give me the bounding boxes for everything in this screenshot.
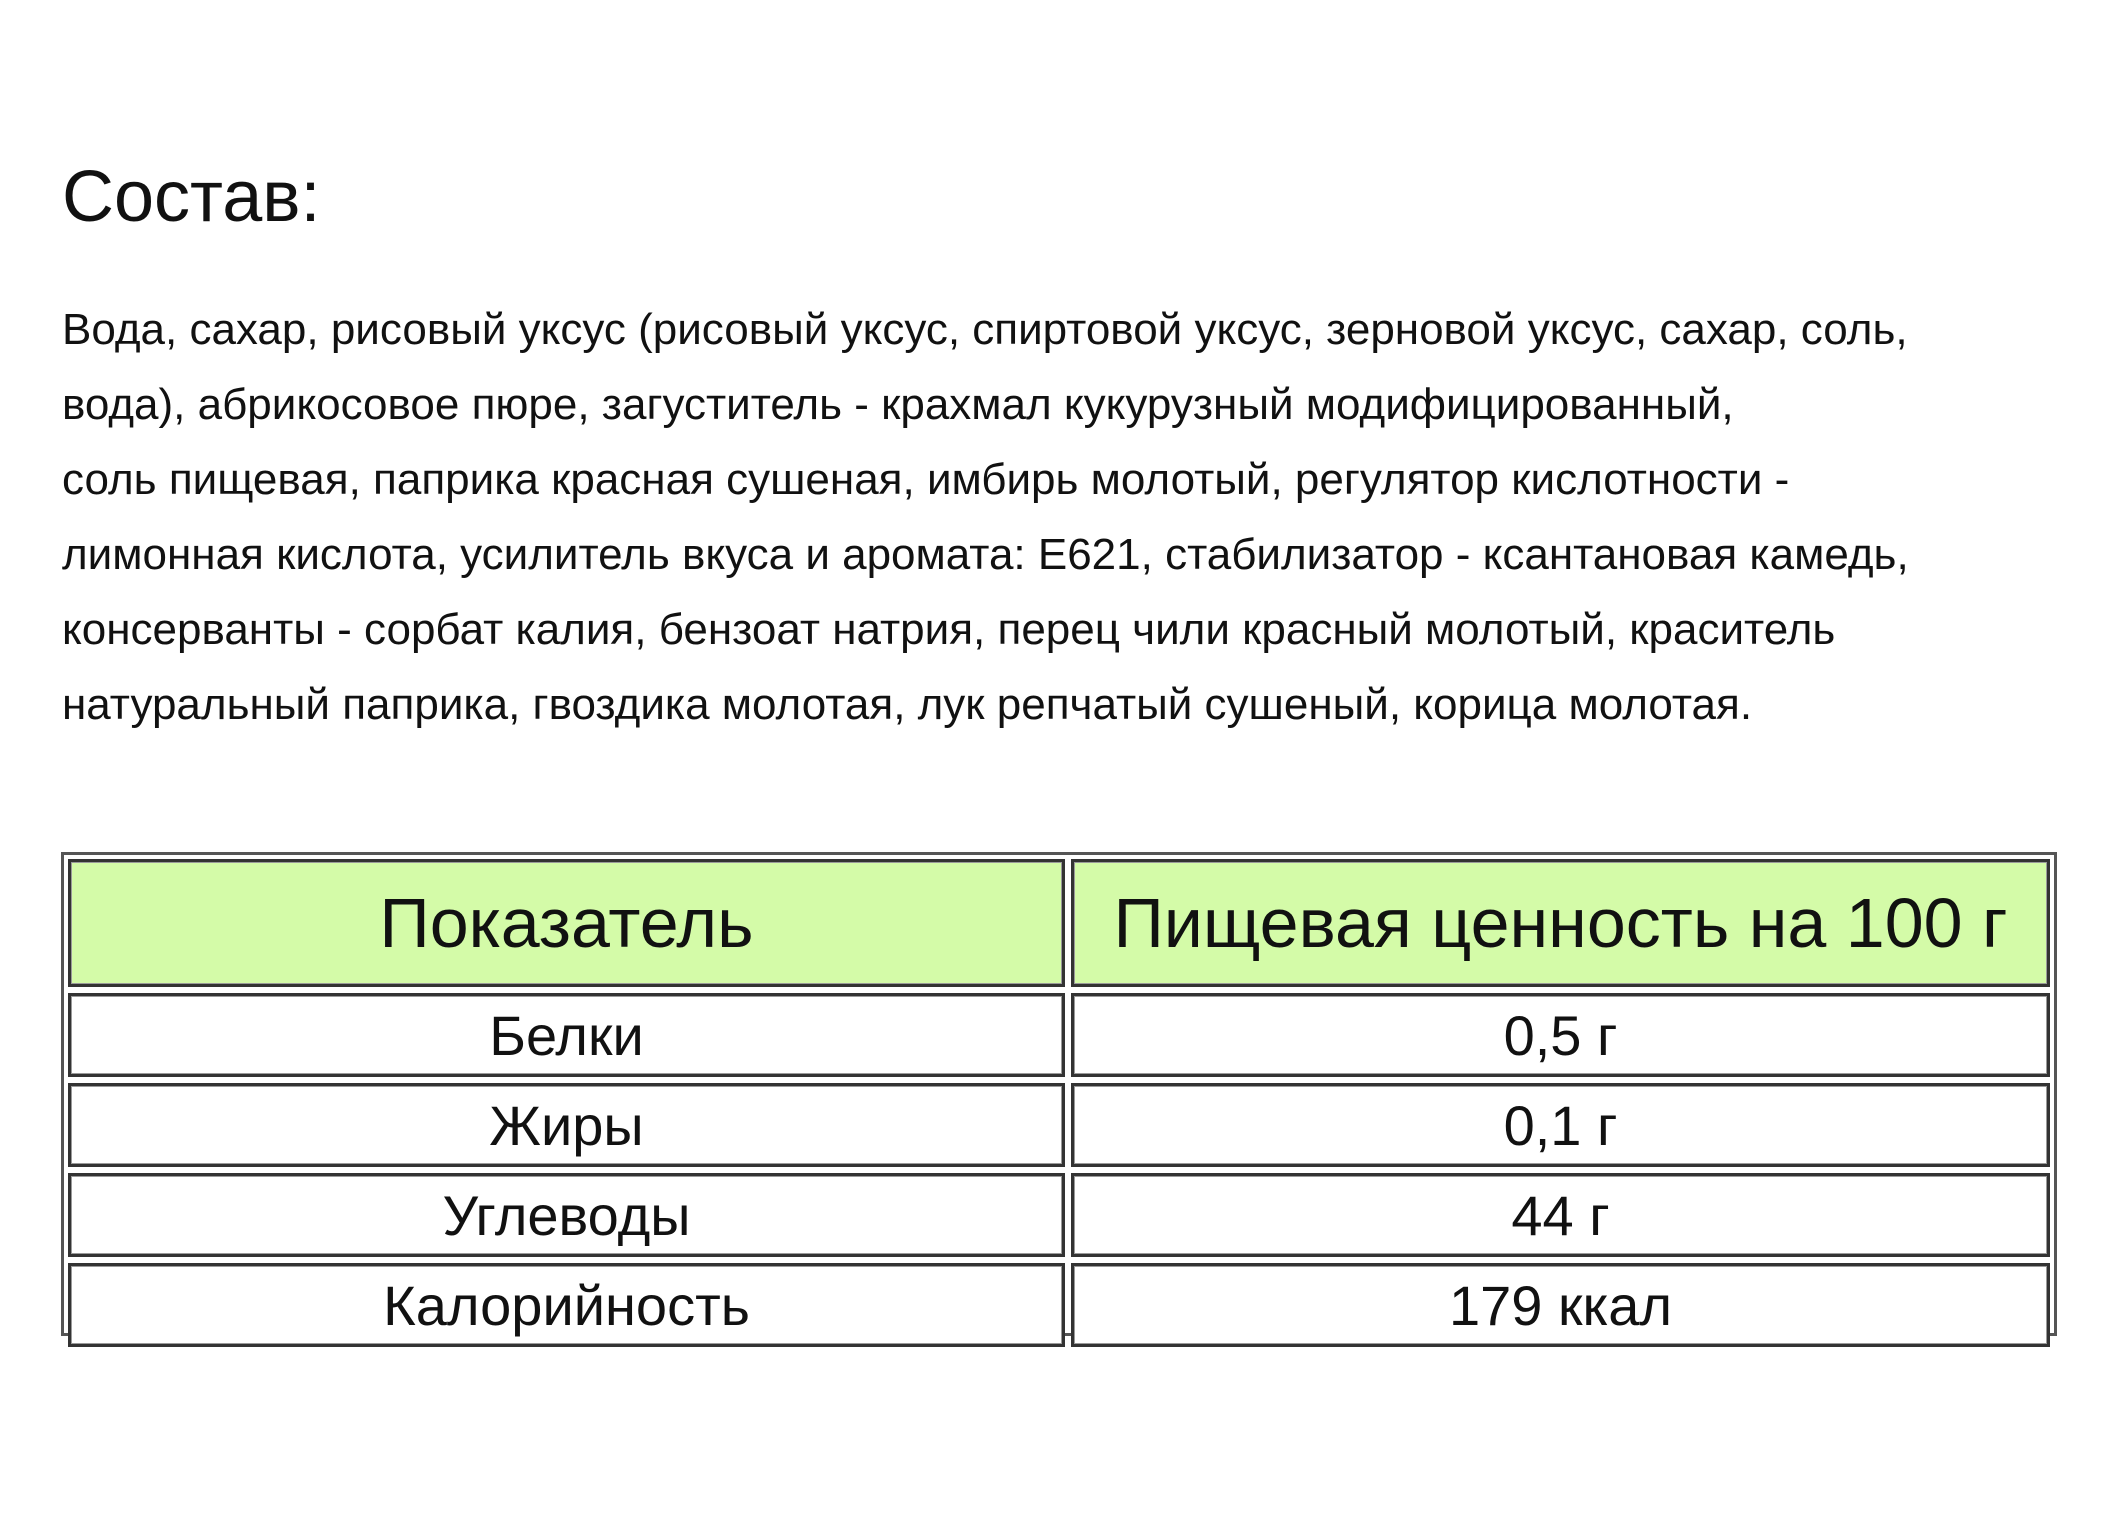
table-row	[68, 1263, 2050, 1347]
row-label-carbohydrates: Углеводы	[68, 1173, 1065, 1257]
ingredients-line: Вода, сахар, рисовый уксус (рисовый уксус, спиртовой уксус, зерновой уксус, сахар, соль,	[62, 305, 1908, 354]
ingredients-line: вода), абрикосовое пюре, загуститель - крахмал кукурузный модифицированный,	[62, 380, 1734, 429]
ingredients-text	[62, 292, 2102, 742]
row-value-carbohydrates: 44 г	[1071, 1173, 2050, 1257]
header-nutrition-value: Пищевая ценность на 100 г	[1071, 859, 2050, 987]
header-indicator: Показатель	[68, 859, 1065, 987]
row-value-protein: 0,5 г	[1071, 993, 2050, 1077]
table-header-row	[68, 859, 2050, 987]
composition-heading: Состав:	[62, 157, 321, 237]
ingredients-line: соль пищевая, паприка красная сушеная, имбирь молотый, регулятор кислотности -	[62, 455, 1790, 504]
table-row	[68, 1173, 2050, 1257]
nutrition-table-frame	[61, 852, 2057, 1336]
ingredients-line: консерванты - сорбат калия, бензоат натрия, перец чили красный молотый, краситель	[62, 605, 1836, 654]
row-label-calories: Калорийность	[68, 1263, 1065, 1347]
ingredients-line: натуральный паприка, гвоздика молотая, лук репчатый сушеный, корица молотая.	[62, 680, 1753, 729]
table-row	[68, 1083, 2050, 1167]
row-label-protein: Белки	[68, 993, 1065, 1077]
nutrition-table	[62, 853, 2056, 1353]
row-label-fat: Жиры	[68, 1083, 1065, 1167]
row-value-fat: 0,1 г	[1071, 1083, 2050, 1167]
table-row	[68, 993, 2050, 1077]
row-value-calories: 179 ккал	[1071, 1263, 2050, 1347]
ingredients-line: лимонная кислота, усилитель вкуса и аромата: Е621, стабилизатор - ксантановая камедь,	[62, 530, 1909, 579]
